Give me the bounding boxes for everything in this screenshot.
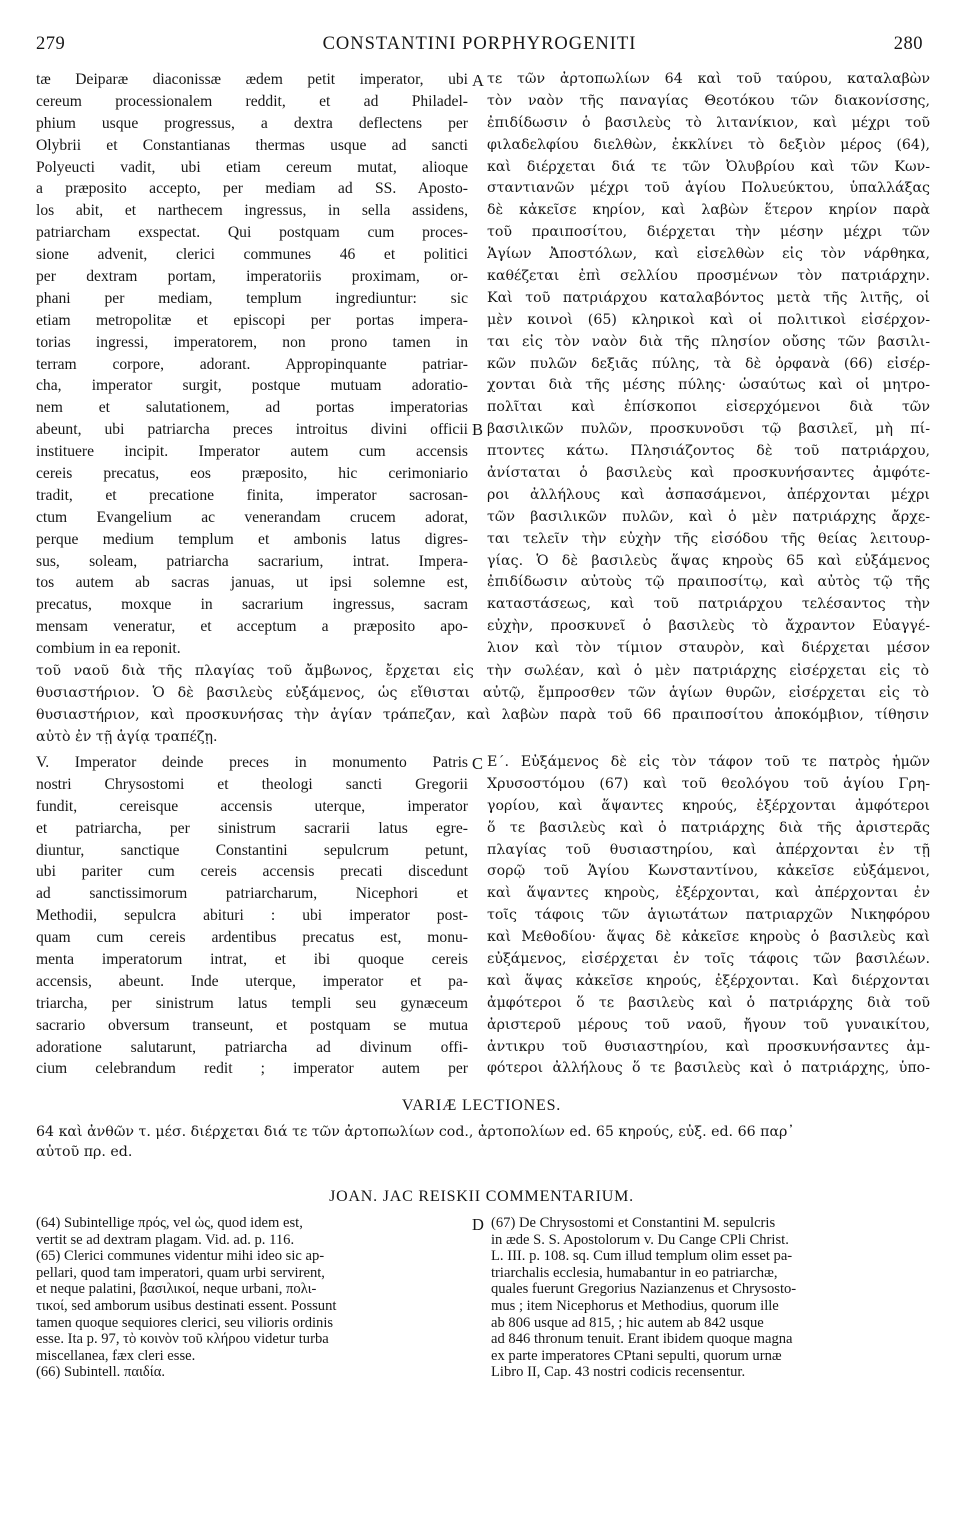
commentary-line: vertit se ad dextram plagam. Vid. ad. p. 116. — [36, 1231, 295, 1248]
greek-text-line: ται εἰς τὸν ναὸν διὰ τῆς πλησίον οὔσης τῶν βασιλι- — [487, 333, 930, 350]
greek-text-line: τῶν βασιλικῶν πυλῶν, καὶ ὁ μὲν πατριάρχης ἄρχε- — [487, 508, 930, 525]
greek-text-line: λιον καὶ τὸν τίμιον σταυρὸν, καὶ διέρχεται μέσον — [487, 640, 930, 657]
greek-text-line: μὲν κοινοὶ (65) κληρικοὶ καὶ οἱ πολιτικοὶ εἰσέρχον- — [487, 311, 930, 328]
greek-text-line: πτοντες κάτω. Πλησιάζοντος δὲ τοῦ πατριάρχου, — [487, 443, 930, 460]
margin-marker-b: B — [472, 420, 484, 439]
latin-column-1 — [36, 69, 468, 660]
latin-text-line: ctum Evangelium ac venerandam crucem adorat, — [36, 508, 468, 526]
variae-lectiones-lines — [36, 1122, 929, 1162]
greek-text-line: Ἁγίων Ἀποστόλων, καὶ εἰσελθὼν εἰς τὸν νάρθηκα, — [487, 246, 930, 263]
greek-text-line: ὅ τε βασιλεὺς καὶ ὁ πατριάρχης διὰ τῆς ἀριστερᾶς — [487, 819, 930, 836]
running-title: CONSTANTINI PORPHYROGENITI — [322, 34, 637, 54]
greek-text-line: γορίου, καὶ ἅψαντες κηρούς, ἐξέρχονται ἀμφότεροι — [487, 797, 930, 814]
greek-text-line: ἀνίσταται ὁ βασιλεὺς καὶ προσκυνήσαντες ἀμφότε- — [487, 465, 930, 482]
commentary-line: quales fuerunt Gregorius Nazianzenus et Chrysosto- — [491, 1281, 797, 1298]
commentary-line: tamen quoque sequiores clerici, seu vilioris ordinis — [36, 1314, 334, 1331]
variant-reading-line: 64 καὶ ἀνθῶν τ. μέσ. διέρχεται διά τε τῶν ἀρτοπωλίων cod., ἀρτοπολίων ed. 65 κηρούς, εὐξ. ed. 66 παρ᾽ — [36, 1124, 795, 1140]
latin-text-line: phium usque progressus, a dextra deflectens per — [36, 114, 468, 132]
running-header — [36, 34, 923, 64]
latin-text-line: patriarcham exspectat. Qui postquam cum proces- — [36, 224, 468, 242]
latin-text-line: tos autem ab sacras januas, ut ipsi solemne est, — [36, 574, 468, 592]
commentary-line: esse. Ita p. 97, τὸ κοινὸν τοῦ κλήρου videtur turba — [36, 1331, 329, 1348]
commentary-line: miscellanea, fæx cleri esse. — [36, 1347, 196, 1364]
latin-text-line: menta imperatorum intrat, et ibi quoque cereis — [36, 951, 468, 969]
greek-text-line: τε τῶν ἀρτοπωλίων 64 καὶ τοῦ ταύρου, καταλαβὼν — [487, 71, 930, 87]
latin-text-line: sione advenit, clerici communes 46 et politici — [36, 246, 468, 264]
latin-text-line: abeunt, ubi patriarcha preces introitus divini officii — [36, 421, 468, 439]
greek-text-line: ἀντικρυ τοῦ θυσιαστηρίου, καὶ προσκυνήσαντες ἀμ- — [487, 1038, 930, 1055]
greek-column-1 — [487, 69, 930, 660]
margin-marker-c: C — [472, 754, 484, 773]
greek-text-line: καταστάσεως, καὶ τοῦ πατριάρχου τελέσαντος τὴν — [487, 596, 930, 613]
latin-text-line: accensis, abeunt. Inde uterque, imperator et pa- — [36, 972, 468, 990]
latin-text-line: phani per mediam, templum ingrediuntur: sic — [36, 289, 468, 307]
latin-text-line: sacrario obversum transeunt, et postquam se mutua — [36, 1016, 468, 1034]
commentary-line: (64) Subintellige πρός, vel ὡς, quod idem est, — [36, 1215, 303, 1231]
greek-text-line: χονται διὰ τῆς μέσης πύλης· ὡσαύτως καὶ οἱ μητρο- — [487, 377, 930, 394]
latin-text-line: cium celebrandum redit ; imperator autem per — [36, 1060, 468, 1078]
latin-text-line: etiam metropolitæ et episcopi per portas impera- — [36, 311, 468, 329]
greek-text-line: ται τελεῖν τὴν εὐχὴν τῆς εἰσόδου τῆς θείας λειτουρ- — [487, 530, 930, 547]
greek-text-line: σταντιανῶν μέχρι τοῦ ἁγίου Πολυεύκτου, ὑπαλλάξας — [487, 180, 930, 197]
latin-text-line: tæ Deiparæ diaconissæ ædem petit imperator, ubi — [36, 71, 468, 88]
latin-text-line: nem et salutationem, ad portas imperatorias — [36, 399, 468, 417]
commentary-line: in æde S. S. Apostolorum v. Du Cange CPli Christ. — [491, 1231, 789, 1248]
latin-text-line: Olybrii et Constantianas thermas usque ad sancti — [36, 136, 468, 154]
latin-text-line: combium in ea reponit. — [36, 640, 181, 658]
latin-text-line: nostri Chrysostomi et theologi sancti Gregorii — [36, 775, 468, 793]
greek-text-line: κῶν πυλῶν δεξιᾶς πύλης, τὰ δὲ ὀρφανὰ (66) εἰσέρ- — [487, 355, 930, 372]
greek-text-line: γίας. Ὁ δὲ βασιλεὺς ἅψας κηροὺς 65 καὶ εὐξάμενος — [487, 552, 930, 569]
variant-reading-line: αὐτοῦ πρ. ed. — [36, 1144, 133, 1160]
latin-text-line: a præposito accepto, per mediam ad SS. Aposto- — [36, 180, 468, 198]
greek-text-line: θυσιαστήριον. Ὁ δὲ βασιλεὺς εὐξάμενος, ὡς εἴθισται αὐτῷ, ἔμπροσθεν τῶν ἁγίων θυρῶν, εἰσέρχεται εἰς τὸ — [36, 684, 929, 701]
latin-text-line: Polyeucti vadit, ubi etiam cereum mutat, alioque — [36, 158, 468, 176]
latin-text-line: quam cum cereis ardentibus precatus est, monu- — [36, 929, 468, 947]
latin-text-line: Methodii, sepulcra abituri : ubi imperator post- — [36, 907, 468, 925]
greek-text-line: καὶ ἅψαντες κηροὺς, ἐξέρχονται, καὶ ἀπέρχονται ἐν — [487, 885, 930, 902]
greek-text-line: πολῖται καὶ ἐπίσκοποι εἰσερχόμενοι διὰ τῶν — [487, 399, 930, 416]
latin-text-line: V. Imperator deinde preces in monumento Patris — [36, 754, 468, 771]
greek-text-line: θυσιαστήριον, καὶ προσκυνήσας τὴν ἁγίαν τράπεζαν, καὶ λαβὼν παρὰ τοῦ 66 πραιποσίτου ἀποκόμβιον, τίθησιν — [36, 706, 929, 723]
commentary-line: et neque palatini, βασιλικοί, neque urbani, πολι- — [36, 1281, 317, 1298]
greek-text-line: καὶ Μεθοδίου· ἅψας δὲ κἀκεῖσε κηροὺς ὁ βασιλεὺς καὶ — [487, 929, 930, 946]
greek-text-line: ροι ἀλλήλους καὶ ἀσπασάμενοι, ἀπέρχονται μέχρι — [487, 486, 930, 503]
latin-text-line: et patriarcha, per sinistrum sacrarii latus egre- — [36, 819, 468, 837]
commentary-line: ad 846 thronum tenuit. Erant ibidem quoque magna — [491, 1331, 793, 1348]
commentary-line: ex parte imperatores CPtani sepulti, quorum urnæ — [491, 1347, 782, 1364]
latin-text-line: fundit, cereisque accensis uterque, imperator — [36, 797, 468, 815]
latin-text-line: los abit, et narthecem ingressus, in sella assidens, — [36, 202, 468, 220]
page-number-right: 280 — [893, 34, 923, 54]
greek-text-line: βασιλικῶν πυλῶν, προσκυνοῦσι τῷ βασιλεῖ, μὴ πί- — [487, 421, 930, 438]
latin-text-line: tradit, et precatione finita, imperator sacrosan- — [36, 486, 468, 504]
greek-text-line: εὐχὴν, προσκυνεῖ ὁ βασιλεὺς τὸ ἄχραντον Εὐαγγέ- — [487, 618, 930, 635]
greek-text-line: τοῦ πραιποσίτου, διέρχεται τὴν μέσην μέχρι τῶν — [487, 224, 930, 241]
latin-text-line: cereum processionalem reddit, et ad Philadel- — [36, 92, 468, 110]
commentary-line: (65) Clerici communes videntur mihi ideo sic ap- — [36, 1248, 325, 1265]
commentary-title: JOAN. JAC REISKII COMMENTARIUM. — [329, 1188, 634, 1205]
commentary-left-column — [36, 1215, 468, 1381]
greek-text-line: σορῷ τοῦ Ἁγίου Κωνσταντίνου, κἀκεῖσε εὐξάμενοι, — [487, 863, 930, 880]
greek-text-line: εὐξάμενος, εἰσέρχεται ἐν τοῖς τάφοις τῶν βασιλέων. — [487, 951, 930, 968]
greek-text-line: τοῖς τάφοις τῶν ἁγιωτάτων πατριαρχῶν Νικηφόρου — [487, 907, 930, 924]
greek-text-line: δὲ κἀκεῖσε κηρίον, καὶ λαβὼν ἕτερον κηρίον παρὰ — [487, 202, 930, 219]
latin-text-line: cha, imperator surgit, postque mutuam adoratio- — [36, 377, 468, 395]
latin-text-line: sus, soleam, patriarcha sacrarium, intrat. Impera- — [36, 552, 468, 570]
greek-text-line: καθέζεται ἐπὶ σελλίου προσμένων τὸν πατριάρχην. — [487, 268, 930, 285]
latin-text-line: ad sanctissimorum patriarcharum, Nicephori et — [36, 885, 468, 903]
latin-text-line: terram corpore, adorant. Appropinquante patriar- — [36, 355, 468, 373]
latin-text-line: diuntur, sanctique Constantini sepulcrum petunt, — [36, 841, 468, 859]
greek-text-line: πλαγίας τοῦ θυσιαστηρίου, καὶ ἀπέρχονται ἐν τῇ — [487, 841, 930, 858]
greek-text-line: φότεροι ἀλλήλους ὅ τε βασιλεὺς καὶ ὁ πατριάρχης, ὑπο- — [487, 1060, 930, 1077]
margin-marker-d: D — [472, 1215, 484, 1234]
latin-text-line: ubi pariter cum cereis accensis precati discedunt — [36, 863, 468, 881]
commentary-line: L. III. p. 108. sq. Cum illud templum olim esset pa- — [491, 1248, 793, 1265]
greek-text-line: ἐπιδίδωσιν ὁ βασιλεὺς τὸ λιτανίκιον, καὶ μέχρι τοῦ — [487, 114, 930, 131]
greek-text-line: Χρυσοστόμου (67) καὶ τοῦ θεολόγου τοῦ ἁγίου Γρη- — [487, 775, 930, 792]
latin-text-line: cereis precatus, eos præposito, hic cerimoniario — [36, 465, 468, 483]
variae-lectiones-title: VARIÆ LECTIONES. — [401, 1097, 562, 1114]
latin-text-line: mensam veneratur, et acceptum a præposito apo- — [36, 618, 468, 636]
commentary-line: Libro II, Cap. 43 nostri codicis recensentur. — [491, 1364, 746, 1381]
latin-text-line: precatus, moxque in sacrarium ingressus, sacram — [36, 596, 468, 614]
commentary-line: ab 806 usque ad 815, ; hic autem ab 842 usque — [491, 1314, 764, 1331]
greek-text-line: τοῦ ναοῦ διὰ τῆς πλαγίας τοῦ ἄμβωνος, ἔρχεται εἰς τὴν σωλέαν, καὶ ὁ μὲν πατριάρχης εἰσέρχεται εἰς τὸ — [36, 663, 929, 679]
margin-marker-a: A — [472, 71, 484, 90]
greek-text-line: ἐπιδίδωσιν αὐτοὺς τῷ πραιποσίτῳ, καὶ αὐτὸς τῷ τῆς — [487, 574, 930, 591]
greek-column-2 — [487, 752, 930, 1080]
commentary-line: (67) De Chrysostomi et Constantini M. sepulcris — [491, 1215, 776, 1231]
greek-text-line: φιλαδελφίου διελθὼν, ἐκκλίνει τὸ δεξιὸν μέρος (64), — [487, 136, 930, 153]
greek-text-line: καὶ ἅψας κἀκεῖσε κηρούς, ἐξέρχονται. Καὶ διέρχονται — [487, 972, 930, 989]
commentary-line: mus ; item Nicephorus et Methodius, quorum ille — [491, 1297, 779, 1314]
latin-column-2 — [36, 752, 468, 1080]
latin-text-line: instituere incipit. Imperator autem cum accensis — [36, 443, 468, 461]
greek-text-line: ἀριστεροῦ μέρους τοῦ ναοῦ, ἤγουν τοῦ γυναικίτου, — [487, 1016, 930, 1033]
greek-full-width-text — [36, 661, 929, 749]
greek-text-line: ἀμφότεροι ὅ τε βασιλεὺς καὶ ὁ πατριάρχης διὰ τοῦ — [487, 994, 930, 1011]
commentary-line: τικοί, sed amborum usibus destinati essent. Possunt — [36, 1297, 337, 1314]
commentary-line: pellari, quod tam imperatori, quam urbi servirent, — [36, 1264, 325, 1281]
commentary-line: triarchalis ecclesia, humabantur in eo patriarchæ, — [491, 1264, 778, 1281]
commentary-right-column — [491, 1215, 929, 1381]
commentary-line: (66) Subintell. παιδία. — [36, 1364, 165, 1381]
latin-text-line: triarcha, per sinistrum latus templi seu gynæceum — [36, 994, 468, 1012]
latin-text-line: adoratione salutarunt, patriarcha ad divinum offi- — [36, 1038, 468, 1056]
greek-text-line: Ε΄. Εὐξάμενος δὲ εἰς τὸν τάφον τοῦ τε πατρὸς ἡμῶν — [487, 754, 930, 770]
greek-text-line: τὸν ναὸν τῆς παναγίας Θεοτόκου τῶν διακονίσσης, — [487, 92, 930, 109]
latin-text-line: torias ingressi, imperatorem, non prono tamen in — [36, 333, 468, 351]
greek-text-line: Καὶ τοῦ πατριάρχου καταλαβόντος μετὰ τῆς λιτῆς, οἱ — [487, 289, 930, 306]
latin-text-line: per dextram portam, imperatoriis proximam, or- — [36, 268, 468, 286]
page-number-left: 279 — [36, 34, 66, 54]
greek-text-line: καὶ διέρχεται διά τε τῶν Ὀλυβρίου καὶ τῶν Κων- — [487, 158, 930, 175]
latin-text-line: perque medium templum et ambonis latus digres- — [36, 530, 468, 548]
greek-text-line: αὐτὸ ἐν τῇ ἁγίᾳ τραπέζῃ. — [36, 728, 218, 745]
